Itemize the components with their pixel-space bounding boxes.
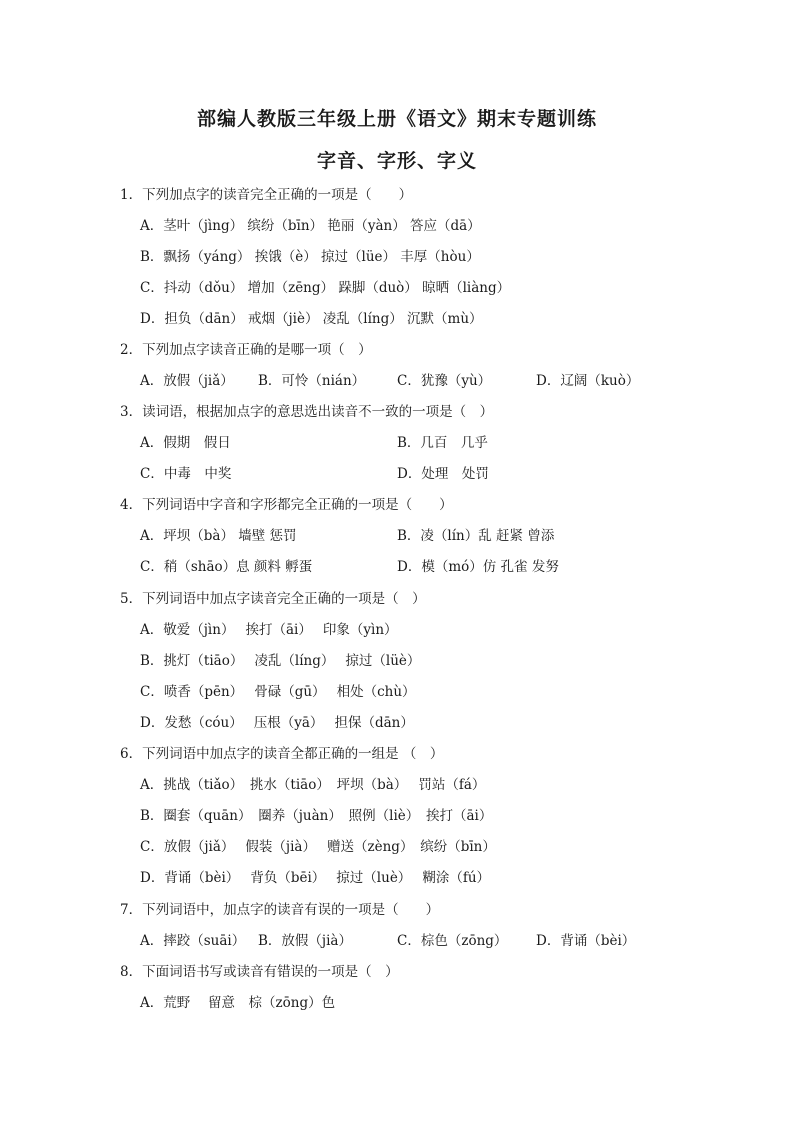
- question-option: D．模（mó）仿 孔雀 发努: [397, 559, 559, 575]
- question-option: A．敬爱（jìn） 挨打（āi） 印象（yìn）: [140, 622, 398, 638]
- question-option: C．放假（jiǎ） 假装（jià） 赠送（zèng） 缤纷（bīn）: [140, 839, 496, 855]
- question-option: A．茎叶（jìng） 缤纷（bīn） 艳丽（yàn） 答应（dā）: [140, 218, 481, 234]
- question-option: D．担负（dān） 戒烟（jiè） 凌乱（líng） 沉默（mù）: [140, 311, 483, 327]
- question-option: C．犹豫（yù）: [397, 373, 492, 389]
- question-stem: 2．下列加点字读音正确的是哪一项（ ）: [120, 342, 372, 358]
- question-option: B．挑灯（tiāo） 凌乱（líng） 掠过（lüè）: [140, 653, 421, 669]
- question-option: B．放假（jià）: [258, 933, 352, 949]
- question-stem: 1．下列加点字的读音完全正确的一项是（ ）: [120, 187, 413, 203]
- question-option: A．摔跤（suāi）: [140, 933, 246, 949]
- question-option: D．背诵（bèi） 背负（bēi） 掠过（luè） 糊涂（fú）: [140, 870, 491, 886]
- question-option: C．棕色（zōng）: [397, 933, 508, 949]
- question-stem: 6．下列词语中加点字的读音全都正确的一组是 （ ）: [120, 746, 444, 762]
- question-stem: 4．下列词语中字音和字形都完全正确的一项是（ ）: [120, 497, 453, 513]
- question-option: B．几百 几乎: [397, 435, 488, 451]
- question-stem: 3．读词语，根据加点字的意思选出读音不一致的一项是（ ）: [120, 404, 494, 420]
- question-option: C．抖动（dǒu） 增加（zēng） 跺脚（duò） 晾晒（liàng）: [140, 280, 511, 296]
- question-option: A．放假（jiǎ）: [140, 373, 234, 389]
- question-option: B．可怜（nián）: [258, 373, 366, 389]
- question-stem: 7．下列词语中，加点字的读音有误的一项是（ ）: [120, 902, 440, 918]
- question-option: D．辽阔（kuò）: [536, 373, 640, 389]
- question-option: D．背诵（bèi）: [536, 933, 636, 949]
- question-option: B．飘扬（yáng） 挨饿（è） 掠过（lüe） 丰厚（hòu）: [140, 249, 480, 265]
- question-option: D．发愁（cóu） 压根（yā） 担保（dān）: [140, 715, 414, 731]
- question-stem: 5．下列词语中加点字读音完全正确的一项是（ ）: [120, 591, 426, 607]
- question-option: A．坪坝（bà） 墙壁 惩罚: [140, 528, 297, 544]
- page-title: 部编人教版三年级上册《语文》期末专题训练: [196, 108, 597, 130]
- question-option: A．挑战（tiǎo） 挑水（tiāo） 坪坝（bà） 罚站（fá）: [140, 777, 486, 793]
- question-option: B．凌（lín）乱 赶紧 曾添: [397, 528, 555, 544]
- question-option: C．稍（shāo）息 颜料 孵蛋: [140, 559, 313, 575]
- question-option: C．喷香（pēn） 骨碌（gū） 相处（chù）: [140, 684, 416, 700]
- question-option: A．荒野 留意 棕（zōng）色: [140, 995, 336, 1011]
- question-option: A．假期 假日: [140, 435, 231, 451]
- question-option: B．圈套（quān） 圈养（juàn） 照例（liè） 挨打（āi）: [140, 808, 493, 824]
- question-stem: 8．下面词语书写或读音有错误的一项是（ ）: [120, 964, 399, 980]
- question-option: C．中毒 中奖: [140, 466, 232, 482]
- page-subtitle: 字音、字形、字义: [316, 150, 477, 172]
- question-option: D．处理 处罚: [397, 466, 489, 482]
